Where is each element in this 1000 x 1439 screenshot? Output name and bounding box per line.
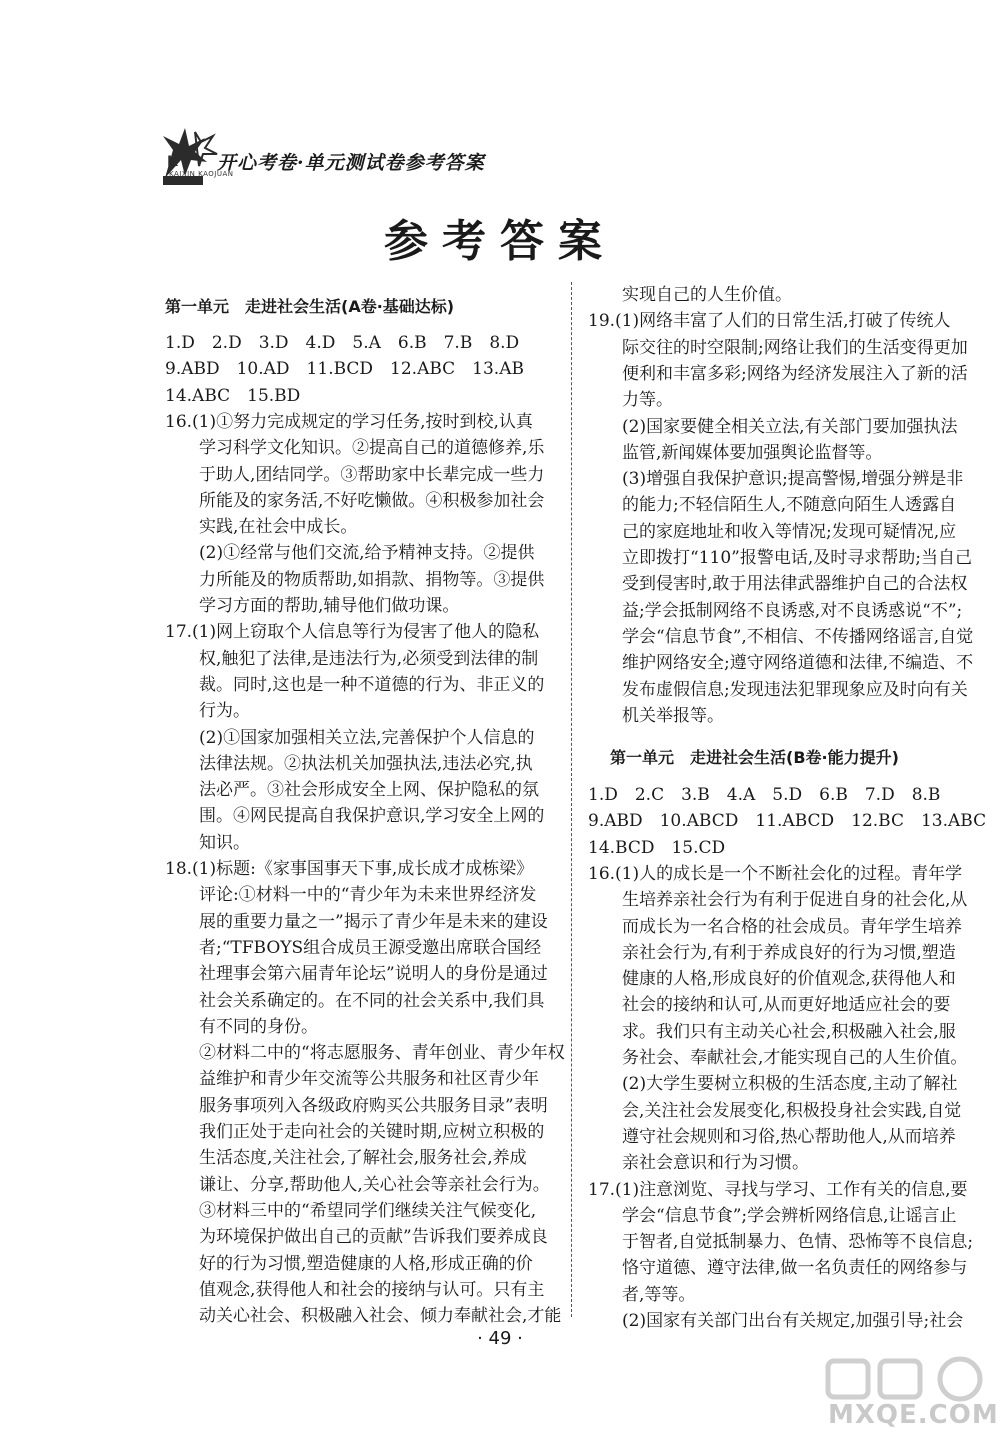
section-title-b: 第一单元 走进社会生活(B卷·能力提升) — [610, 748, 899, 767]
answer-line: 动关心社会、积极融入社会、倾力奉献社会,才能 — [165, 1306, 562, 1327]
answer-line: 14.BCD 15.CD — [588, 837, 726, 858]
answer-line: 于智者,自觉抵制暴力、色情、恐怖等不良信息; — [588, 1232, 974, 1253]
answer-line: ②材料二中的“将志愿服务、青年创业、青少年权 — [165, 1043, 565, 1064]
page-number: · 49 · — [477, 1328, 523, 1349]
answer-line: ③材料三中的“希望同学们继续关注气候变化, — [165, 1200, 537, 1221]
answer-line: (2)国家有关部门出台有关规定,加强引导;社会 — [588, 1311, 964, 1331]
answer-line: 己的家庭地址和收入等情况;发现可疑情况,应 — [588, 521, 957, 542]
answer-line: 的能力;不轻信陌生人,不随意向陌生人透露自 — [588, 495, 957, 516]
answer-line: 立即拨打“110”报警电话,及时寻求帮助;当自己 — [588, 548, 972, 568]
logo-wordmark: KAIXIN KAOJUAN — [169, 170, 234, 178]
answer-line: 为环境保护做出自己的贡献”告诉我们要养成良 — [165, 1227, 548, 1248]
answer-line: 16.(1)人的成长是一个不断社会化的过程。青年学 — [588, 863, 963, 884]
answer-line: (2)①国家加强相关立法,完善保护个人信息的 — [165, 727, 535, 748]
watermark-text: MXQE.COM — [828, 1400, 999, 1430]
answer-line: (2)国家要健全相关立法,有关部门要加强执法 — [588, 416, 958, 437]
page-header — [155, 122, 515, 192]
answer-line: 17.(1)网上窃取个人信息等行为侵害了他人的隐私 — [165, 622, 540, 643]
answer-line: 评论:①材料一中的“青少年为未来世界经济发 — [165, 885, 537, 906]
answer-line: 17.(1)注意浏览、寻找与学习、工作有关的信息,要 — [588, 1179, 968, 1200]
answer-line: 机关举报等。 — [588, 705, 724, 726]
answer-line: (2)大学生要树立积极的生活态度,主动了解社 — [588, 1074, 958, 1095]
column-divider — [571, 282, 572, 1317]
answer-line: 9.ABD 10.ABCD 11.ABCD 12.BC 13.ABC — [588, 811, 987, 832]
answer-line: 力等。 — [588, 390, 673, 411]
answer-line: 亲社会行为,有利于养成良好的行为习惯,塑造 — [588, 942, 956, 963]
answer-line: 9.ABD 10.AD 11.BCD 12.ABC 13.AB — [165, 359, 524, 380]
answer-line: 展的重要力量之一”揭示了青少年是未来的建设 — [165, 911, 548, 932]
answer-line: 维护网络安全;遵守网络道德和法律,不编造、不 — [588, 653, 974, 674]
answer-line: 有不同的身份。 — [165, 1016, 318, 1037]
page-title: 参考答案 — [384, 216, 616, 267]
answer-line: 16.(1)①努力完成规定的学习任务,按时到校,认真 — [165, 411, 533, 432]
answer-line: 所能及的家务活,不好吃懒做。④积极参加社会 — [165, 490, 545, 511]
svg-text:K: K — [167, 154, 178, 170]
answer-line: 我们正处于走向社会的关键时期,应树立积极的 — [165, 1122, 545, 1142]
answer-line: 1.D 2.C 3.B 4.A 5.D 6.B 7.D 8.B — [588, 785, 941, 805]
answer-line: 受到侵害时,敢于用法律武器维护自己的合法权 — [588, 574, 968, 595]
answer-line: 监管,新闻媒体要加强舆论监督等。 — [588, 442, 883, 463]
answer-line: 益维护和青少年交流等公共服务和社区青少年 — [165, 1069, 539, 1090]
answer-line: 1.D 2.D 3.D 4.D 5.A 6.B 7.B 8.D — [165, 333, 520, 353]
answer-line: 知识。 — [165, 832, 250, 853]
answer-line: 会,关注社会发展变化,积极投身社会实践,自觉 — [588, 1100, 962, 1121]
answer-line: 实现自己的人生价值。 — [588, 285, 792, 305]
answer-line: 行为。 — [165, 701, 250, 722]
answer-line: 者,等等。 — [588, 1284, 696, 1305]
answer-line: 健康的人格,形成良好的价值观念,获得他人和 — [588, 969, 956, 990]
answer-line: 社理事会第六届青年论坛”说明人的身份是通过 — [165, 964, 548, 985]
section-title-a: 第一单元 走进社会生活(A卷·基础达标) — [165, 297, 455, 316]
answer-line: 18.(1)标题:《家事国事天下事,成长成才成栋梁》 — [165, 859, 534, 879]
answer-line: 于助人,团结同学。③帮助家中长辈完成一些力 — [165, 464, 545, 485]
answer-line: 学会“信息节食”,不相信、不传播网络谣言,自觉 — [588, 626, 974, 647]
answer-line: 生培养亲社会行为有利于促进自身的社会化,从 — [588, 890, 968, 911]
answer-line: 发布虚假信息;发现违法犯罪现象应及时向有关 — [588, 679, 968, 700]
answer-line: 学习科学文化知识。②提高自己的道德修养,乐 — [165, 438, 545, 459]
answer-line: 服务事项列入各级政府购买公共服务目录”表明 — [165, 1095, 548, 1116]
answer-line: 遵守社会规则和习俗,热心帮助他人,从而培养 — [588, 1126, 956, 1147]
answer-line: 便利和丰富多彩;网络为经济发展注入了新的活 — [588, 363, 968, 384]
answer-line: 生活态度,关注社会,了解社会,服务社会,养成 — [165, 1148, 527, 1169]
answer-line: (2)①经常与他们交流,给予精神支持。②提供 — [165, 543, 535, 564]
answer-line: 社会的接纳和认可,从而更好地适应社会的要 — [588, 995, 951, 1016]
answer-line: 社会关系确定的。在不同的社会关系中,我们具 — [165, 990, 545, 1011]
answer-line: 权,触犯了法律,是违法行为,必须受到法律的制 — [165, 648, 539, 669]
answer-line: 恪守道德、遵守法律,做一名负责任的网络参与 — [588, 1258, 968, 1279]
answer-line: 好的行为习惯,塑造健康的人格,形成正确的价 — [165, 1253, 533, 1274]
answer-line: 19.(1)网络丰富了人们的日常生活,打破了传统人 — [588, 311, 951, 332]
answer-line: 实践,在社会中成长。 — [165, 517, 358, 538]
answer-line: 益;学会抵制网络不良诱惑,对不良诱惑说“不”; — [588, 600, 963, 621]
answer-line: 法必严。③社会形成安全上网、保护隐私的氛 — [165, 780, 539, 801]
answer-line: 学习方面的帮助,辅导他们做功课。 — [165, 596, 460, 616]
answer-line: 而成长为一名合格的社会成员。青年学生培养 — [588, 916, 962, 937]
answer-line: 求。我们只有主动关心社会,积极融入社会,服 — [588, 1021, 956, 1042]
answer-line: 者;“TFBOYS组合成员王源受邀出席联合国经 — [165, 937, 542, 958]
answer-line: 力所能及的物质帮助,如捐款、捐物等。③提供 — [165, 569, 545, 590]
header-title: 开心考卷·单元测试卷参考答案 — [217, 152, 485, 174]
answer-line: 法律法规。②执法机关加强执法,违法必究,执 — [165, 753, 533, 774]
answer-line: 裁。同时,这也是一种不道德的行为、非正义的 — [165, 674, 545, 695]
answer-line: 围。④网民提高自我保护意识,学习安全上网的 — [165, 806, 545, 827]
answer-line: 亲社会意识和行为习惯。 — [588, 1153, 809, 1174]
answer-line: 值观念,获得他人和社会的接纳与认可。只有主 — [165, 1279, 545, 1300]
answer-line: 务社会、奉献社会,才能实现自己的人生价值。 — [588, 1048, 968, 1068]
answer-line: 14.ABC 15.BD — [165, 385, 301, 406]
answer-line: (3)增强自我保护意识;提高警惕,增强分辨是非 — [588, 469, 964, 490]
answer-line: 际交往的时空限制;网络让我们的生活变得更加 — [588, 337, 968, 358]
answer-line: 谦让、分享,帮助他人,关心社会等亲社会行为。 — [165, 1174, 550, 1195]
answer-line: 学会“信息节食”;学会辨析网络信息,让谣言止 — [588, 1205, 957, 1226]
